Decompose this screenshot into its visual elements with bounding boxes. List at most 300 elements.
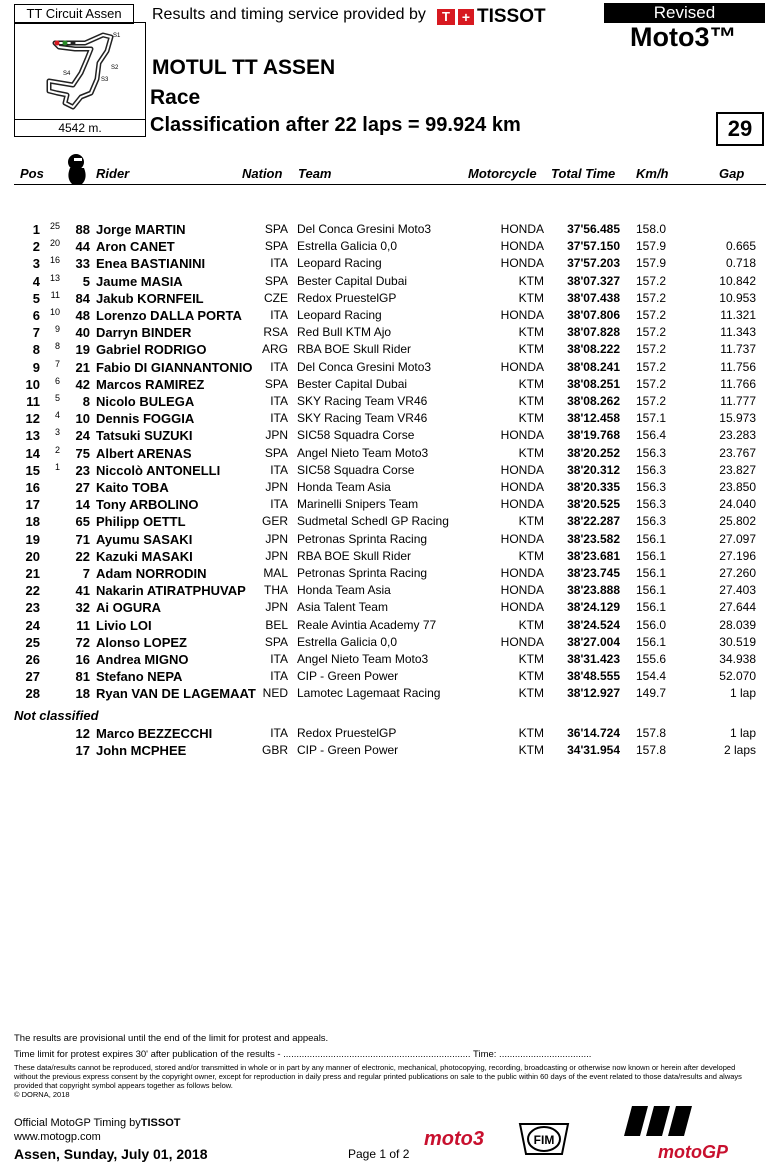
row-motorcycle: HONDA bbox=[500, 480, 544, 494]
row-rider-number: 33 bbox=[75, 256, 90, 272]
race-number-box: 29 bbox=[716, 112, 764, 146]
row-rider-number: 11 bbox=[76, 617, 90, 633]
row-rider-number: 23 bbox=[75, 462, 90, 478]
row-motorcycle: KTM bbox=[518, 514, 544, 529]
table-row bbox=[0, 651, 777, 668]
row-rider-name: Aron CANET bbox=[96, 239, 175, 255]
row-rider-name: Kaito TOBA bbox=[96, 480, 169, 495]
col-motorcycle: Motorcycle bbox=[468, 166, 537, 181]
row-position: 15 bbox=[25, 462, 40, 478]
row-nation: ITA bbox=[270, 497, 288, 512]
row-gap: 27.097 bbox=[719, 531, 756, 546]
row-team: Reale Avintia Academy 77 bbox=[297, 617, 437, 632]
row-kmh: 157.1 bbox=[635, 411, 666, 426]
row-rider-name: John MCPHEE bbox=[96, 743, 187, 758]
map-label-s4: S4 bbox=[63, 71, 71, 77]
table-row bbox=[0, 617, 777, 634]
table-row bbox=[0, 410, 777, 427]
row-total-time: 38'24.524 bbox=[567, 617, 620, 632]
circuit-length: 4542 m. bbox=[14, 119, 146, 137]
row-grid-position: 9 bbox=[54, 324, 60, 335]
map-label-s3: S3 bbox=[101, 77, 109, 83]
table-row bbox=[0, 668, 777, 685]
row-rider-number: 81 bbox=[75, 669, 90, 685]
row-position: 1 bbox=[32, 222, 40, 237]
row-rider-name: Marcos RAMIREZ bbox=[96, 376, 205, 392]
row-kmh: 149.7 bbox=[635, 686, 666, 701]
row-rider-number: 16 bbox=[75, 652, 90, 667]
row-rider-number: 8 bbox=[82, 394, 90, 409]
row-rider-name: Adam NORRODIN bbox=[96, 566, 207, 581]
row-nation: SPA bbox=[264, 222, 288, 236]
col-total-time: Total Time bbox=[551, 166, 616, 181]
row-nation: JPN bbox=[265, 600, 288, 615]
row-kmh: 158.0 bbox=[635, 222, 666, 236]
row-nation: ITA bbox=[270, 411, 288, 426]
row-team: Petronas Sprinta Racing bbox=[297, 531, 428, 546]
row-team: Honda Team Asia bbox=[297, 583, 391, 598]
timing-service-text: Results and timing service provided by bbox=[152, 6, 426, 23]
row-grid-position: 2 bbox=[54, 444, 60, 455]
row-total-time: 38'23.888 bbox=[567, 583, 620, 598]
row-total-time: 38'12.458 bbox=[567, 411, 620, 426]
row-rider-number: 42 bbox=[75, 376, 90, 392]
row-gap: 2 laps bbox=[723, 743, 756, 757]
row-motorcycle: KTM bbox=[518, 445, 544, 460]
row-position: 24 bbox=[25, 617, 40, 633]
row-total-time: 38'07.828 bbox=[567, 325, 620, 340]
col-nation: Nation bbox=[242, 166, 283, 181]
table-row bbox=[0, 290, 777, 307]
row-motorcycle: HONDA bbox=[500, 308, 544, 322]
row-rider-name: Philipp OETTL bbox=[96, 514, 186, 530]
row-gap: 10.953 bbox=[719, 290, 756, 305]
row-team: CIP - Green Power bbox=[297, 743, 399, 757]
row-rider-number: 10 bbox=[75, 411, 90, 427]
row-team: Red Bull KTM Ajo bbox=[297, 325, 392, 340]
table-row bbox=[0, 238, 777, 255]
row-rider-name: Kazuki MASAKI bbox=[96, 548, 193, 564]
row-nation: ITA bbox=[270, 669, 288, 684]
row-team: Bester Capital Dubai bbox=[297, 376, 408, 391]
row-grid-position: 11 bbox=[50, 289, 60, 300]
row-motorcycle: HONDA bbox=[500, 583, 544, 598]
col-pos: Pos bbox=[20, 166, 44, 181]
row-position: 23 bbox=[25, 600, 40, 616]
row-kmh: 156.1 bbox=[635, 634, 666, 649]
row-gap: 30.519 bbox=[719, 634, 756, 649]
row-team: Bester Capital Dubai bbox=[297, 273, 408, 288]
row-rider-name: Ryan VAN DE LAGEMAAT bbox=[96, 686, 256, 702]
row-team: Del Conca Gresini Moto3 bbox=[297, 359, 432, 374]
table-row bbox=[0, 427, 777, 444]
row-motorcycle: KTM bbox=[518, 726, 544, 740]
row-nation: JPN bbox=[265, 428, 288, 443]
table-row bbox=[0, 548, 777, 565]
row-rider-name: Livio LOI bbox=[96, 617, 152, 633]
website-link[interactable]: www.motogp.com bbox=[14, 1131, 101, 1143]
row-rider-name: Fabio DI GIANNANTONIO bbox=[96, 359, 253, 375]
row-gap: 11.766 bbox=[720, 376, 756, 391]
row-kmh: 156.1 bbox=[635, 566, 666, 580]
row-rider-name: Ayumu SASAKI bbox=[96, 531, 193, 547]
row-nation: GBR bbox=[261, 743, 288, 757]
row-total-time: 38'07.806 bbox=[567, 308, 620, 322]
row-rider-name: Nakarin ATIRATPHUVAP bbox=[96, 583, 246, 599]
row-total-time: 37'56.485 bbox=[567, 222, 620, 236]
row-kmh: 156.1 bbox=[635, 600, 666, 615]
row-position: 22 bbox=[25, 583, 40, 599]
table-row bbox=[0, 341, 777, 358]
row-gap: 11.343 bbox=[720, 325, 756, 340]
row-gap: 27.403 bbox=[719, 583, 756, 598]
row-team: Redox PruestelGP bbox=[297, 726, 397, 740]
row-position: 26 bbox=[25, 652, 40, 667]
row-rider-name: Darryn BINDER bbox=[96, 325, 192, 341]
row-total-time: 37'57.203 bbox=[567, 256, 620, 271]
row-grid-position: 13 bbox=[49, 272, 60, 283]
row-kmh: 156.4 bbox=[635, 428, 666, 443]
row-position: 16 bbox=[25, 480, 40, 495]
header-divider bbox=[14, 184, 766, 185]
row-total-time: 38'22.287 bbox=[567, 514, 620, 529]
row-total-time: 36'14.724 bbox=[567, 726, 620, 740]
motogp-logo bbox=[618, 1102, 734, 1164]
row-team: Leopard Racing bbox=[297, 308, 382, 322]
row-gap: 34.938 bbox=[719, 652, 756, 666]
row-total-time: 38'07.327 bbox=[567, 273, 620, 288]
not-classified-label: Not classified bbox=[14, 708, 99, 723]
row-gap: 11.737 bbox=[720, 342, 756, 357]
row-team: RBA BOE Skull Rider bbox=[297, 548, 412, 563]
row-motorcycle: HONDA bbox=[500, 239, 544, 254]
row-grid-position: 6 bbox=[54, 375, 60, 386]
row-motorcycle: HONDA bbox=[500, 531, 544, 546]
row-gap: 27.260 bbox=[719, 566, 756, 580]
row-position: 11 bbox=[26, 394, 40, 409]
row-total-time: 38'23.681 bbox=[567, 548, 620, 563]
dorna-copyright: © DORNA, 2018 bbox=[14, 1090, 70, 1099]
row-rider-name: Andrea MIGNO bbox=[96, 652, 189, 667]
row-rider-number: 71 bbox=[75, 531, 90, 547]
row-rider-number: 14 bbox=[75, 497, 90, 513]
row-team: SKY Racing Team VR46 bbox=[297, 394, 428, 408]
col-gap: Gap bbox=[719, 166, 745, 181]
row-kmh: 157.2 bbox=[635, 290, 666, 305]
row-kmh: 156.3 bbox=[635, 497, 666, 512]
row-nation: ITA bbox=[270, 462, 288, 477]
row-position: 6 bbox=[32, 308, 40, 323]
tissot-logo bbox=[437, 6, 546, 28]
row-nation: ARG bbox=[261, 342, 288, 357]
row-kmh: 157.2 bbox=[635, 325, 666, 340]
row-motorcycle: HONDA bbox=[500, 359, 544, 374]
table-row bbox=[0, 725, 777, 742]
table-row bbox=[0, 273, 777, 290]
row-position: 20 bbox=[25, 548, 40, 564]
row-rider-name: Gabriel RODRIGO bbox=[96, 342, 207, 358]
row-total-time: 38'19.768 bbox=[567, 428, 620, 443]
moto3-logo: moto3 bbox=[424, 1128, 484, 1150]
row-position: 3 bbox=[32, 256, 40, 272]
row-kmh: 157.2 bbox=[635, 376, 666, 391]
table-row bbox=[0, 565, 777, 582]
fim-logo bbox=[516, 1118, 572, 1160]
row-motorcycle: KTM bbox=[518, 273, 544, 288]
row-kmh: 157.2 bbox=[635, 273, 666, 288]
row-rider-name: Dennis FOGGIA bbox=[96, 411, 195, 427]
row-nation: MAL bbox=[263, 566, 288, 580]
row-motorcycle: HONDA bbox=[500, 256, 544, 271]
row-nation: ITA bbox=[270, 308, 288, 322]
row-gap: 1 lap bbox=[729, 686, 756, 701]
row-motorcycle: HONDA bbox=[500, 462, 544, 477]
row-gap: 24.040 bbox=[719, 497, 756, 512]
row-rider-number: 22 bbox=[75, 548, 90, 564]
row-position: 10 bbox=[25, 376, 40, 392]
row-gap: 11.777 bbox=[720, 394, 756, 408]
row-motorcycle: HONDA bbox=[500, 634, 544, 649]
revised-badge: Revised bbox=[604, 3, 765, 23]
row-position: 27 bbox=[25, 669, 40, 685]
row-gap: 0.665 bbox=[725, 239, 756, 254]
row-team: SKY Racing Team VR46 bbox=[297, 411, 428, 426]
row-gap: 11.756 bbox=[720, 359, 756, 374]
row-motorcycle: HONDA bbox=[500, 428, 544, 443]
row-position: 17 bbox=[25, 497, 40, 513]
col-rider: Rider bbox=[96, 166, 130, 181]
table-row bbox=[0, 742, 777, 759]
official-timing bbox=[14, 1117, 181, 1129]
row-kmh: 156.3 bbox=[635, 462, 666, 477]
row-motorcycle: HONDA bbox=[500, 566, 544, 580]
row-motorcycle: HONDA bbox=[500, 222, 544, 236]
row-rider-number: 40 bbox=[75, 325, 90, 341]
row-grid-position: 10 bbox=[49, 307, 60, 317]
row-kmh: 155.6 bbox=[635, 652, 666, 666]
table-row bbox=[0, 582, 777, 599]
row-team: Angel Nieto Team Moto3 bbox=[297, 652, 429, 666]
row-rider-name: Tony ARBOLINO bbox=[96, 497, 199, 513]
row-rider-number: 24 bbox=[75, 428, 90, 444]
row-total-time: 38'23.745 bbox=[567, 566, 620, 580]
row-team: Marinelli Snipers Team bbox=[297, 497, 419, 512]
row-total-time: 34'31.954 bbox=[567, 743, 620, 757]
row-motorcycle: KTM bbox=[518, 411, 544, 426]
official-timing-brand: TISSOT bbox=[140, 1117, 181, 1129]
row-total-time: 38'27.004 bbox=[567, 634, 620, 649]
row-position: 18 bbox=[25, 514, 40, 530]
row-total-time: 38'48.555 bbox=[567, 669, 620, 684]
row-grid-position: 3 bbox=[54, 427, 60, 438]
tissot-t-icon: T bbox=[437, 9, 455, 25]
row-nation: RSA bbox=[263, 325, 288, 340]
row-nation: ITA bbox=[270, 726, 288, 740]
row-gap: 1 lap bbox=[729, 726, 756, 740]
fim-logo-text: FIM bbox=[533, 1133, 555, 1147]
row-kmh: 157.2 bbox=[635, 394, 666, 408]
row-gap: 11.321 bbox=[720, 308, 756, 322]
row-gap: 10.842 bbox=[719, 273, 756, 288]
row-position: 13 bbox=[25, 428, 40, 444]
row-total-time: 38'07.438 bbox=[567, 290, 620, 305]
row-team: Angel Nieto Team Moto3 bbox=[297, 445, 429, 460]
row-motorcycle: KTM bbox=[518, 617, 544, 632]
place-date: Assen, Sunday, July 01, 2018 bbox=[14, 1146, 208, 1162]
row-rider-name: Nicolo BULEGA bbox=[96, 394, 195, 409]
row-rider-number: 44 bbox=[75, 239, 90, 255]
row-nation: SPA bbox=[264, 445, 288, 460]
row-gap: 52.070 bbox=[719, 669, 756, 684]
row-team: Del Conca Gresini Moto3 bbox=[297, 222, 432, 236]
row-nation: GER bbox=[261, 514, 288, 529]
row-kmh: 156.1 bbox=[635, 548, 666, 563]
row-motorcycle: KTM bbox=[518, 652, 544, 666]
row-rider-number: 7 bbox=[82, 566, 90, 581]
row-rider-number: 5 bbox=[82, 273, 90, 289]
row-nation: SPA bbox=[264, 376, 288, 391]
circuit-name: TT Circuit Assen bbox=[14, 4, 134, 24]
table-row bbox=[0, 479, 777, 496]
event-title: MOTUL TT ASSEN bbox=[152, 56, 336, 79]
row-team: Leopard Racing bbox=[297, 256, 382, 271]
row-motorcycle: HONDA bbox=[500, 497, 544, 512]
row-nation: SPA bbox=[264, 634, 288, 649]
row-team: Honda Team Asia bbox=[297, 480, 391, 494]
row-kmh: 157.2 bbox=[635, 342, 666, 357]
row-rider-name: Niccolò ANTONELLI bbox=[96, 462, 221, 478]
row-motorcycle: KTM bbox=[518, 342, 544, 357]
map-label-s2: S2 bbox=[111, 65, 119, 71]
row-kmh: 157.8 bbox=[635, 743, 666, 757]
row-rider-number: 88 bbox=[75, 222, 90, 237]
row-team: Lamotec Lagemaat Racing bbox=[297, 686, 441, 701]
row-total-time: 38'24.129 bbox=[567, 600, 620, 615]
col-team: Team bbox=[298, 166, 332, 181]
table-row bbox=[0, 376, 777, 393]
row-motorcycle: KTM bbox=[518, 376, 544, 391]
row-total-time: 38'08.262 bbox=[567, 394, 620, 408]
row-total-time: 38'08.222 bbox=[567, 342, 620, 357]
row-team: SIC58 Squadra Corse bbox=[297, 462, 415, 477]
row-rider-name: Tatsuki SUZUKI bbox=[96, 428, 193, 444]
row-total-time: 38'23.582 bbox=[567, 531, 620, 546]
row-gap: 15.973 bbox=[719, 411, 756, 426]
table-row bbox=[0, 531, 777, 548]
row-rider-number: 41 bbox=[75, 583, 90, 599]
row-nation: JPN bbox=[265, 531, 288, 546]
row-rider-number: 75 bbox=[75, 445, 90, 461]
row-kmh: 157.9 bbox=[635, 256, 666, 271]
row-gap: 23.850 bbox=[719, 480, 756, 494]
row-rider-name: Albert ARENAS bbox=[96, 445, 192, 461]
row-motorcycle: KTM bbox=[518, 290, 544, 305]
row-rider-name: Stefano NEPA bbox=[96, 669, 183, 685]
row-rider-name: Alonso LOPEZ bbox=[96, 634, 187, 650]
row-position: 9 bbox=[32, 359, 40, 375]
row-team: CIP - Green Power bbox=[297, 669, 399, 684]
row-rider-name: Jakub KORNFEIL bbox=[96, 290, 204, 306]
row-kmh: 157.2 bbox=[635, 308, 666, 322]
row-kmh: 157.9 bbox=[635, 239, 666, 254]
classification-summary: Classification after 22 laps = 99.924 km bbox=[150, 114, 521, 136]
row-nation: ITA bbox=[270, 359, 288, 374]
row-team: Sudmetal Schedl GP Racing bbox=[297, 514, 449, 529]
row-rider-number: 32 bbox=[75, 600, 90, 616]
row-rider-number: 65 bbox=[75, 514, 90, 530]
rider-helmet-icon bbox=[62, 152, 92, 186]
table-row bbox=[0, 359, 777, 376]
row-rider-number: 72 bbox=[75, 634, 90, 650]
table-row bbox=[0, 462, 777, 479]
tissot-wordmark: TISSOT bbox=[477, 6, 546, 27]
row-total-time: 38'08.241 bbox=[567, 359, 620, 374]
row-kmh: 156.0 bbox=[635, 617, 666, 632]
row-total-time: 38'20.312 bbox=[567, 462, 620, 477]
row-rider-number: 12 bbox=[75, 726, 90, 741]
row-rider-number: 84 bbox=[75, 290, 90, 306]
row-kmh: 154.4 bbox=[635, 669, 666, 684]
row-kmh: 156.3 bbox=[635, 514, 666, 529]
row-total-time: 38'31.423 bbox=[567, 652, 620, 666]
row-kmh: 156.1 bbox=[635, 583, 666, 598]
row-grid-position: 7 bbox=[54, 358, 60, 369]
row-nation: SPA bbox=[264, 239, 288, 254]
row-nation: THA bbox=[264, 583, 288, 598]
row-grid-position: 1 bbox=[54, 461, 60, 472]
row-rider-name: Ai OGURA bbox=[96, 600, 161, 616]
row-gap: 23.827 bbox=[719, 462, 756, 477]
row-team: Estrella Galicia 0,0 bbox=[297, 239, 398, 254]
row-rider-name: Jaume MASIA bbox=[96, 273, 183, 289]
session-name: Race bbox=[150, 86, 201, 109]
row-nation: JPN bbox=[265, 480, 288, 494]
table-row bbox=[0, 445, 777, 462]
row-kmh: 157.2 bbox=[635, 359, 666, 374]
row-motorcycle: KTM bbox=[518, 394, 544, 408]
row-rider-name: Lorenzo DALLA PORTA bbox=[96, 308, 242, 323]
row-nation: NED bbox=[262, 686, 288, 701]
row-position: 28 bbox=[25, 686, 40, 702]
row-rider-name: Marco BEZZECCHI bbox=[96, 726, 213, 741]
col-kmh: Km/h bbox=[636, 166, 669, 181]
row-team: Estrella Galicia 0,0 bbox=[297, 634, 398, 649]
row-total-time: 38'20.525 bbox=[567, 497, 620, 512]
official-timing-prefix: Official MotoGP Timing by bbox=[14, 1117, 141, 1129]
row-gap: 28.039 bbox=[719, 617, 756, 632]
protest-time-limit: Time limit for protest expires 30' after publication of the results - ....................................................................... Time: ................................... bbox=[14, 1049, 592, 1060]
row-total-time: 37'57.150 bbox=[567, 239, 620, 254]
copyright-text: These data/results cannot be reproduced, stored and/or transmitted in whole or in part by any manner of electronic, mechanical, photocopying, recording, broadcasting or otherwise now known or herein after developed without the previous express consent by the copyright owner, except for reproduction in daily press and regular printed publications on sale to the public within 60 days of the event related to those data/results and always provided that copyright symbol appears together as follows below. bbox=[14, 1063, 742, 1090]
row-kmh: 156.3 bbox=[635, 445, 666, 460]
row-position: 12 bbox=[25, 411, 40, 427]
row-motorcycle: KTM bbox=[518, 669, 544, 684]
row-rider-number: 21 bbox=[75, 359, 90, 375]
row-team: Asia Talent Team bbox=[297, 600, 388, 615]
row-motorcycle: KTM bbox=[518, 325, 544, 340]
row-motorcycle: KTM bbox=[518, 686, 544, 701]
row-nation: CZE bbox=[264, 290, 288, 305]
row-position: 19 bbox=[25, 531, 40, 547]
row-gap: 25.802 bbox=[719, 514, 756, 529]
row-rider-number: 48 bbox=[75, 308, 90, 323]
row-total-time: 38'08.251 bbox=[567, 376, 620, 391]
row-gap: 23.767 bbox=[719, 445, 756, 460]
motogp-logo-text: motoGP bbox=[658, 1142, 728, 1162]
row-team: SIC58 Squadra Corse bbox=[297, 428, 415, 443]
table-row bbox=[0, 307, 777, 324]
row-team: Petronas Sprinta Racing bbox=[297, 566, 428, 580]
